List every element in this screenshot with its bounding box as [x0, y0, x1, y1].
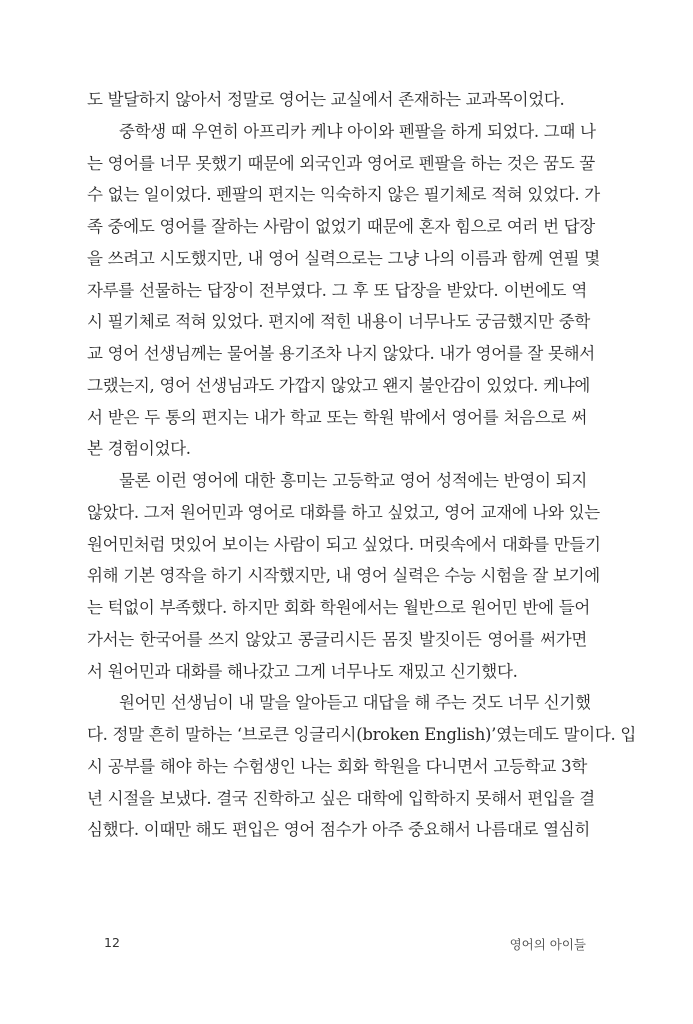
text-line: 족 중에도 영어를 잘하는 사람이 없었기 때문에 혼자 힘으로 여러 번 답장: [87, 217, 595, 236]
text-line: 년 시절을 보냈다. 결국 진학하고 싶은 대학에 입학하지 못해서 편입을 결: [87, 788, 595, 808]
text-line: 교 영어 선생님께는 물어볼 용기조차 나지 않았다. 내가 영어를 잘 못해서: [87, 344, 595, 363]
text-line: 자루를 선물하는 답장이 전부였다. 그 후 또 답장을 받았다. 이번에도 역: [87, 280, 587, 300]
body-text: [87, 84, 637, 846]
page-number: 12: [104, 935, 120, 950]
text-line: 중학생 때 우연히 아프리카 케냐 아이와 펜팔을 하게 되었다. 그때 나: [119, 121, 596, 141]
text-line: 는 영어를 너무 못했기 때문에 외국인과 영어로 펜팔을 하는 것은 꿈도 꿀: [87, 153, 595, 173]
text-line: 다. 정말 흔히 말하는 ‘브로큰 잉글리시(broken English)’였는데도 말이다. 입: [87, 725, 637, 744]
text-line: 서 원어민과 대화를 해나갔고 그게 너무나도 재밌고 신기했다.: [87, 661, 518, 681]
text-line: 을 쓰려고 시도했지만, 내 영어 실력으로는 그냥 나의 이름과 함께 연필 몇: [87, 248, 600, 268]
text-line: 물론 이런 영어에 대한 흥미는 고등학교 영어 성적에는 반영이 되지: [119, 471, 587, 490]
text-line: 도 발달하지 않아서 정말로 영어는 교실에서 존재하는 교과목이었다.: [87, 90, 565, 109]
text-line: 않았다. 그저 원어민과 영어로 대화를 하고 싶었고, 영어 교재에 나와 있는: [87, 502, 600, 522]
text-line: 수 없는 일이었다. 펜팔의 편지는 익숙하지 않은 필기체로 적혀 있었다. 가: [87, 185, 600, 205]
text-line: 원어민처럼 멋있어 보이는 사람이 되고 싶었다. 머릿속에서 대화를 만들기: [87, 534, 601, 554]
text-line: 가서는 한국어를 쓰지 않았고 콩글리시든 몸짓 발짓이든 영어를 써가면: [87, 629, 587, 649]
running-title: 영어의 아이들: [509, 937, 586, 952]
text-line: 는 턱없이 부족했다. 하지만 회화 학원에서는 월반으로 원어민 반에 들어: [87, 598, 590, 617]
text-line: 원어민 선생님이 내 말을 알아듣고 대답을 해 주는 것도 너무 신기했: [119, 693, 591, 713]
text-line: 시 필기체로 적혀 있었다. 편지에 적힌 내용이 너무나도 궁금했지만 중학: [87, 312, 590, 332]
text-line: 서 받은 두 통의 편지는 내가 학교 또는 학원 밖에서 영어를 처음으로 써: [87, 407, 587, 427]
text-line: 심했다. 이때만 해도 편입은 영어 점수가 아주 중요해서 나름대로 열심히: [87, 820, 590, 840]
text-line: 위해 기본 영작을 하기 시작했지만, 내 영어 실력은 수능 시험을 잘 보기에: [87, 566, 600, 586]
text-line: 그랬는지, 영어 선생님과도 가깝지 않았고 왠지 불안감이 있었다. 케냐에: [87, 375, 590, 395]
text-line: 본 경험이었다.: [87, 439, 191, 459]
text-line: 시 공부를 해야 하는 수험생인 나는 회화 학원을 다니면서 고등학교 3학: [87, 756, 587, 776]
